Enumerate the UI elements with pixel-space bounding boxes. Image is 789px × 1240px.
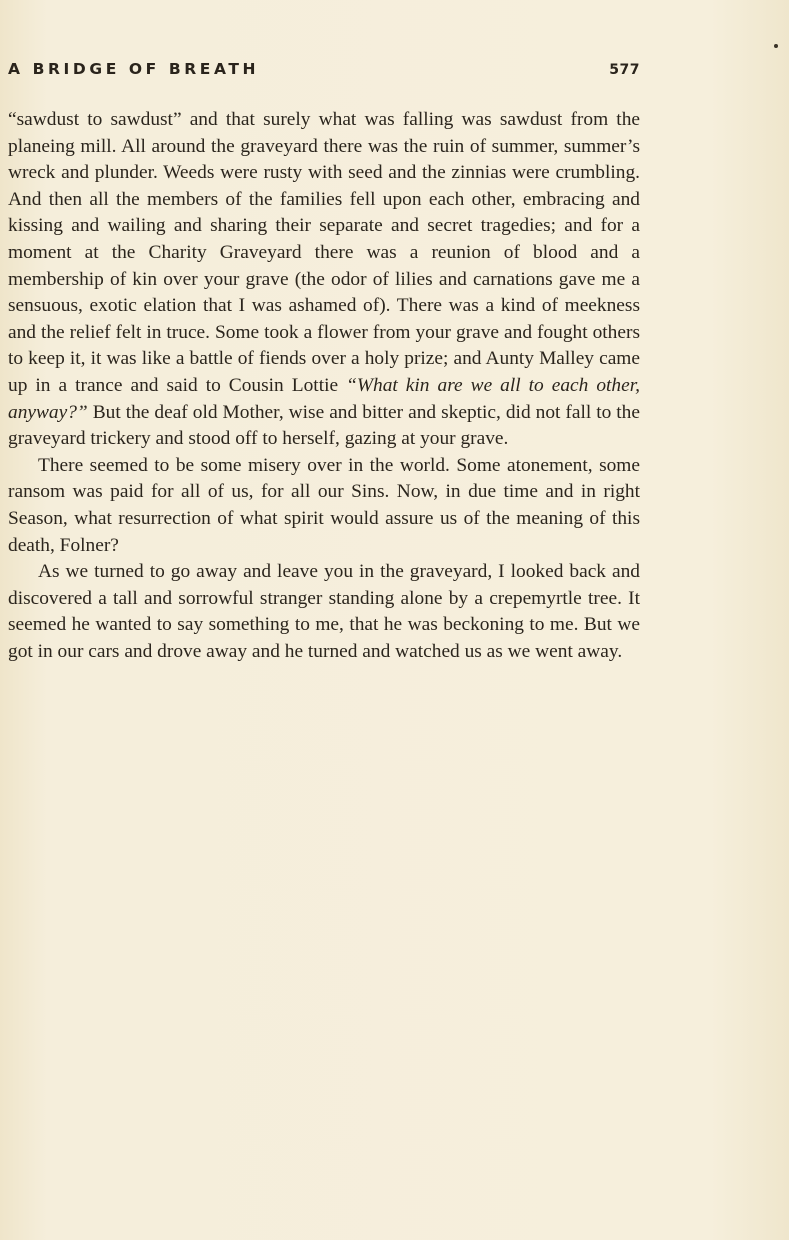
paragraph-3-text: As we turned to go away and leave you in the graveyard, I looked back and discovered a tall and sorrowful stranger standing alone by a crepemyrtle tree. It seemed he wanted to say something to me, that he was beckoning to me. But we got in our cars and drove away and he turned and watched us as we went away. <box>8 561 640 662</box>
paragraph-2 <box>8 453 640 559</box>
running-head-title: A BRIDGE OF BREATH <box>8 60 260 78</box>
paragraph-3 <box>8 559 640 665</box>
page-number: 577 <box>609 62 640 78</box>
running-head <box>8 60 640 78</box>
page-speck <box>774 44 778 48</box>
paragraph-1-text-end: But the deaf old Mother, wise and bitter and skeptic, did not fall to the graveyard trickery and stood off to herself, gazing at your grave. <box>8 401 640 450</box>
paragraph-1-quote-italic: “What kin are we all to each other, anyway?” <box>8 374 640 423</box>
paragraph-2-text: There seemed to be some misery over in the world. Some atonement, some ransom was paid for all of us, for all our Sins. Now, in due time and in right Season, what resurrection of what spirit would assure us of the meaning of this death, Folner? <box>8 454 640 556</box>
body-text <box>8 107 640 665</box>
paragraph-1 <box>8 107 640 453</box>
paragraph-1-text: “sawdust to sawdust” and that surely what was falling was sawdust from the planeing mill. All around the graveyard there was the ruin of summer, summer’s wreck and plunder. Weeds were rusty with seed and the zinnias were crumbling. And then all the members of the families fell upon each other, embracing and kissing and wailing and sharing their separate and secret tragedies; and for a moment at the Charity Graveyard there was a reunion of blood and a membership of kin over your grave (the odor of lilies and carnations gave me a sensuous, exotic elation that I was ashamed of). There was a kind of meekness and the relief felt in truce. Some took a flower from your grave and fought others to keep it, it was like a battle of fiends over a holy prize; and Aunty Malley came up in a trance and said to Cousin Lottie <box>8 109 640 396</box>
